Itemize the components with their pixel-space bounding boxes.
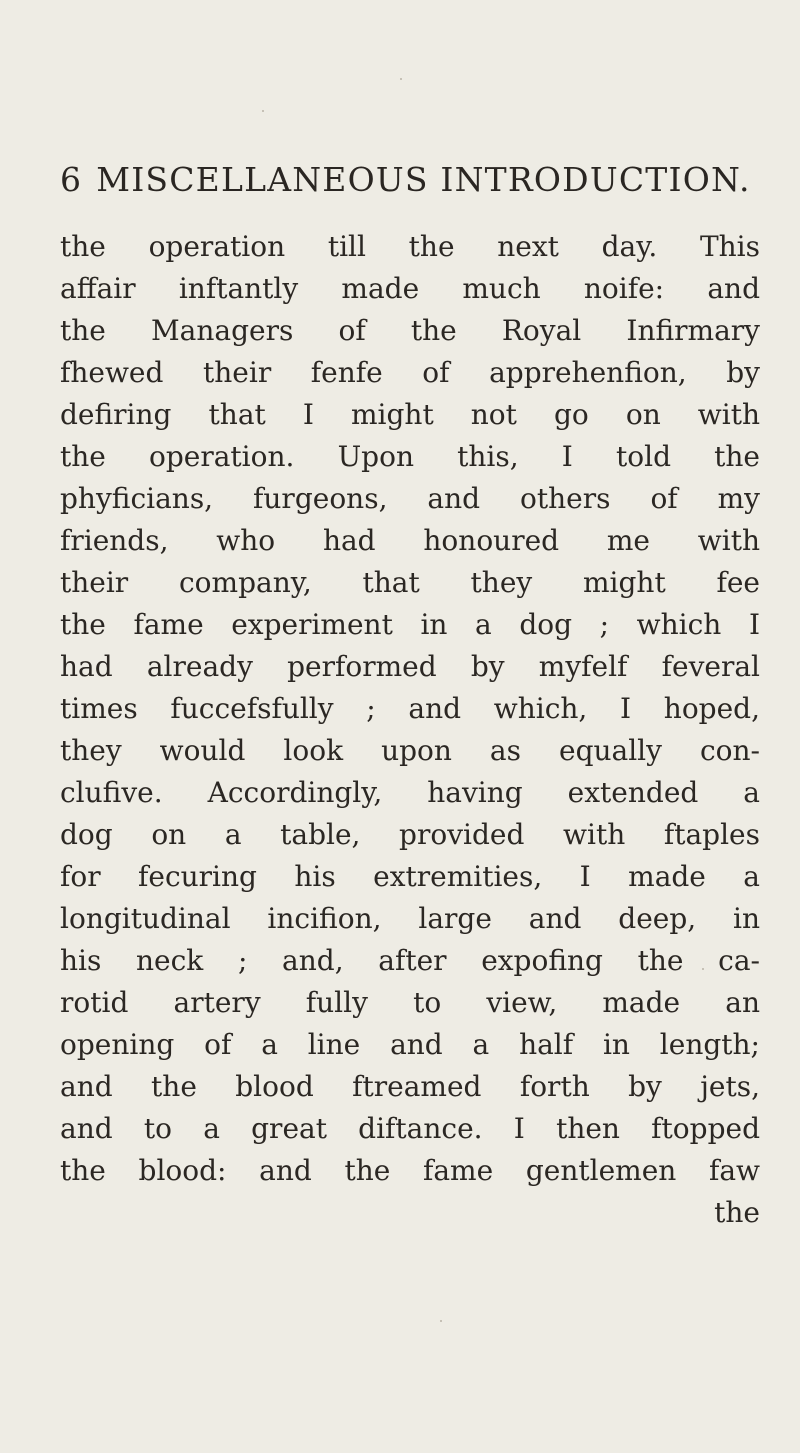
text-line: times fuccefsfully ; and which, I hoped, (60, 692, 760, 725)
text-line: rotid artery fully to view, made an (60, 986, 760, 1019)
page-number: 6 (60, 160, 83, 199)
text-line: their company, that they might fee (60, 566, 760, 599)
running-header (60, 160, 751, 199)
text-line: and the blood ftreamed forth by jets, (60, 1070, 760, 1103)
body-text (60, 226, 760, 1234)
text-line: the fame experiment in a dog ; which I (60, 608, 760, 641)
text-line: dog on a table, provided with ftaples (60, 818, 760, 851)
text-line: they would look upon as equally con- (60, 734, 760, 767)
paper-speck (262, 110, 264, 112)
text-line: the operation till the next day. This (60, 230, 760, 263)
text-line: defiring that I might not go on with (60, 398, 760, 431)
text-line: clufive. Accordingly, having extended a (60, 776, 760, 809)
text-line: affair inftantly made much noife: and (60, 272, 760, 305)
text-line: had already performed by myfelf feveral (60, 650, 760, 683)
text-line: the Managers of the Royal Infirmary (60, 314, 760, 347)
text-line: fhewed their fenfe of apprehenfion, by (60, 356, 760, 389)
text-line: for fecuring his extremities, I made a (60, 860, 760, 893)
paper-speck (440, 1320, 442, 1322)
catchword: the (714, 1196, 760, 1229)
text-line: his neck ; and, after expofing the ca- (60, 944, 760, 977)
text-line: the operation. Upon this, I told the (60, 440, 760, 473)
paper-speck (400, 78, 402, 80)
text-line: opening of a line and a half in length; (60, 1028, 760, 1061)
text-line: longitudinal incifion, large and deep, in (60, 902, 760, 935)
text-line: phyficians, furgeons, and others of my (60, 482, 760, 515)
running-title: MISCELLANEOUS INTRODUCTION. (96, 160, 751, 199)
text-line: the blood: and the fame gentlemen faw (60, 1154, 760, 1187)
text-line: friends, who had honoured me with (60, 524, 760, 557)
text-line: and to a great diftance. I then ftopped (60, 1112, 760, 1145)
